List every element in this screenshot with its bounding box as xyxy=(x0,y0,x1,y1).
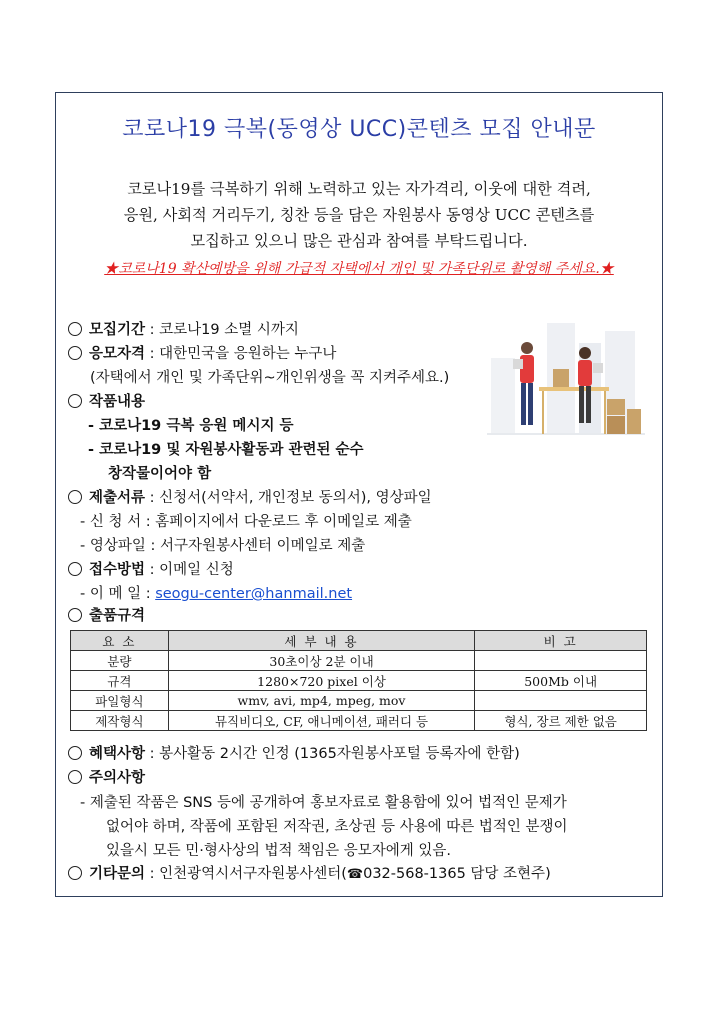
table-header: 세 부 내 용 xyxy=(168,631,475,651)
table-cell: 제작형식 xyxy=(71,711,169,731)
email-line xyxy=(80,584,352,604)
table-header: 비 고 xyxy=(475,631,647,651)
label: 기타문의 xyxy=(89,866,146,882)
table-header-row xyxy=(71,631,647,651)
intro-paragraph xyxy=(70,176,648,254)
item-benefit xyxy=(68,744,520,764)
warning-notice: ★코로나19 확산예방을 위해 가급적 자택에서 개인 및 가족단위로 촬영해 주세요.★ xyxy=(104,261,614,277)
item-period xyxy=(68,320,299,340)
table-cell: 1280×720 pixel 이상 xyxy=(168,671,475,691)
table-cell: 파일형식 xyxy=(71,691,169,711)
volunteers-with-boxes-illustration xyxy=(487,313,645,443)
content-line: - 코로나19 및 자원봉사활동과 관련된 순수 xyxy=(88,442,364,458)
label: 응모자격 xyxy=(89,346,146,362)
item-method xyxy=(68,560,234,580)
phone-icon: ☎ xyxy=(346,867,364,882)
documents-video: - 영상파일 : 서구자원봉사센터 이메일로 제출 xyxy=(80,538,366,554)
table-row xyxy=(71,691,647,711)
value: : 대한민국을 응원하는 누구나 xyxy=(145,346,337,362)
value: : 봉사활동 2시간 인정 (1365자원봉사포털 등록자에 한함) xyxy=(145,746,520,762)
caution-line: 없어야 하며, 작품에 포함된 저작권, 초상권 등 사용에 따른 법적인 분쟁이 xyxy=(106,819,568,835)
table-header: 요 소 xyxy=(71,631,169,651)
email-prefix: - 이 메 일 : xyxy=(80,586,156,602)
table-row xyxy=(71,671,647,691)
content-line: - 코로나19 극복 응원 메시지 등 xyxy=(88,418,294,434)
item-contact xyxy=(68,864,551,885)
table-row xyxy=(71,651,647,671)
eligibility-note: (자택에서 개인 및 가족단위~개인위생을 꼭 지켜주세요.) xyxy=(90,370,450,386)
intro-line: 모집하고 있으니 많은 관심과 참여를 부탁드립니다. xyxy=(190,232,528,250)
table-cell: 분량 xyxy=(71,651,169,671)
circle-bullet-icon xyxy=(68,322,82,336)
item-eligibility xyxy=(68,344,336,364)
value: : 신청서(서약서, 개인정보 동의서), 영상파일 xyxy=(145,490,432,506)
table-cell: 30초이상 2분 이내 xyxy=(168,651,475,671)
label: 제출서류 xyxy=(89,490,146,506)
label: 출품규격 xyxy=(89,608,146,624)
table-cell xyxy=(475,691,647,711)
caution-line: - 제출된 작품은 SNS 등에 공개하여 홍보자료로 활용함에 있어 법적인 문제가 xyxy=(80,795,567,811)
table-cell: 형식, 장르 제한 없음 xyxy=(475,711,647,731)
label: 주의사항 xyxy=(89,770,146,786)
caution-line: 있을시 모든 민·형사상의 법적 책임은 응모자에게 있음. xyxy=(106,843,452,859)
table-cell: 500Mb 이내 xyxy=(475,671,647,691)
intro-line: 응원, 사회적 거리두기, 칭찬 등을 담은 자원봉사 동영상 UCC 콘텐츠를 xyxy=(123,206,595,224)
table-row xyxy=(71,711,647,731)
email-link[interactable]: seogu-center@hanmail.net xyxy=(155,586,353,602)
label: 작품내용 xyxy=(89,394,146,410)
label: 혜택사항 xyxy=(89,746,146,762)
circle-bullet-icon xyxy=(68,770,82,784)
table-cell: 규격 xyxy=(71,671,169,691)
circle-bullet-icon xyxy=(68,562,82,576)
circle-bullet-icon xyxy=(68,746,82,760)
circle-bullet-icon xyxy=(68,346,82,360)
circle-bullet-icon xyxy=(68,394,82,408)
value: : 이메일 신청 xyxy=(145,562,234,578)
contact-phone: 032-568-1365 담당 조현주) xyxy=(363,866,551,882)
circle-bullet-icon xyxy=(68,490,82,504)
intro-line: 코로나19를 극복하기 위해 노력하고 있는 자가격리, 이웃에 대한 격려, xyxy=(127,180,591,198)
item-content xyxy=(68,392,145,412)
table-cell xyxy=(475,651,647,671)
label: 접수방법 xyxy=(89,562,146,578)
item-documents xyxy=(68,488,432,508)
item-caution xyxy=(68,768,145,788)
label: 모집기간 xyxy=(89,322,146,338)
content-line: 창작물이어야 함 xyxy=(108,466,212,482)
page-title: 코로나19 극복(동영상 UCC)콘텐츠 모집 안내문 xyxy=(122,117,596,142)
circle-bullet-icon xyxy=(68,866,82,880)
documents-form: - 신 청 서 : 홈페이지에서 다운로드 후 이메일로 제출 xyxy=(80,514,412,530)
value: : 인천광역시서구자원봉사센터( xyxy=(145,866,347,882)
value: : 코로나19 소멸 시까지 xyxy=(145,322,299,338)
item-spec xyxy=(68,606,145,626)
table-cell: 뮤직비디오, CF, 애니메이션, 패러디 등 xyxy=(168,711,475,731)
table-cell: wmv, avi, mp4, mpeg, mov xyxy=(168,691,475,711)
spec-table xyxy=(70,630,647,731)
circle-bullet-icon xyxy=(68,608,82,622)
